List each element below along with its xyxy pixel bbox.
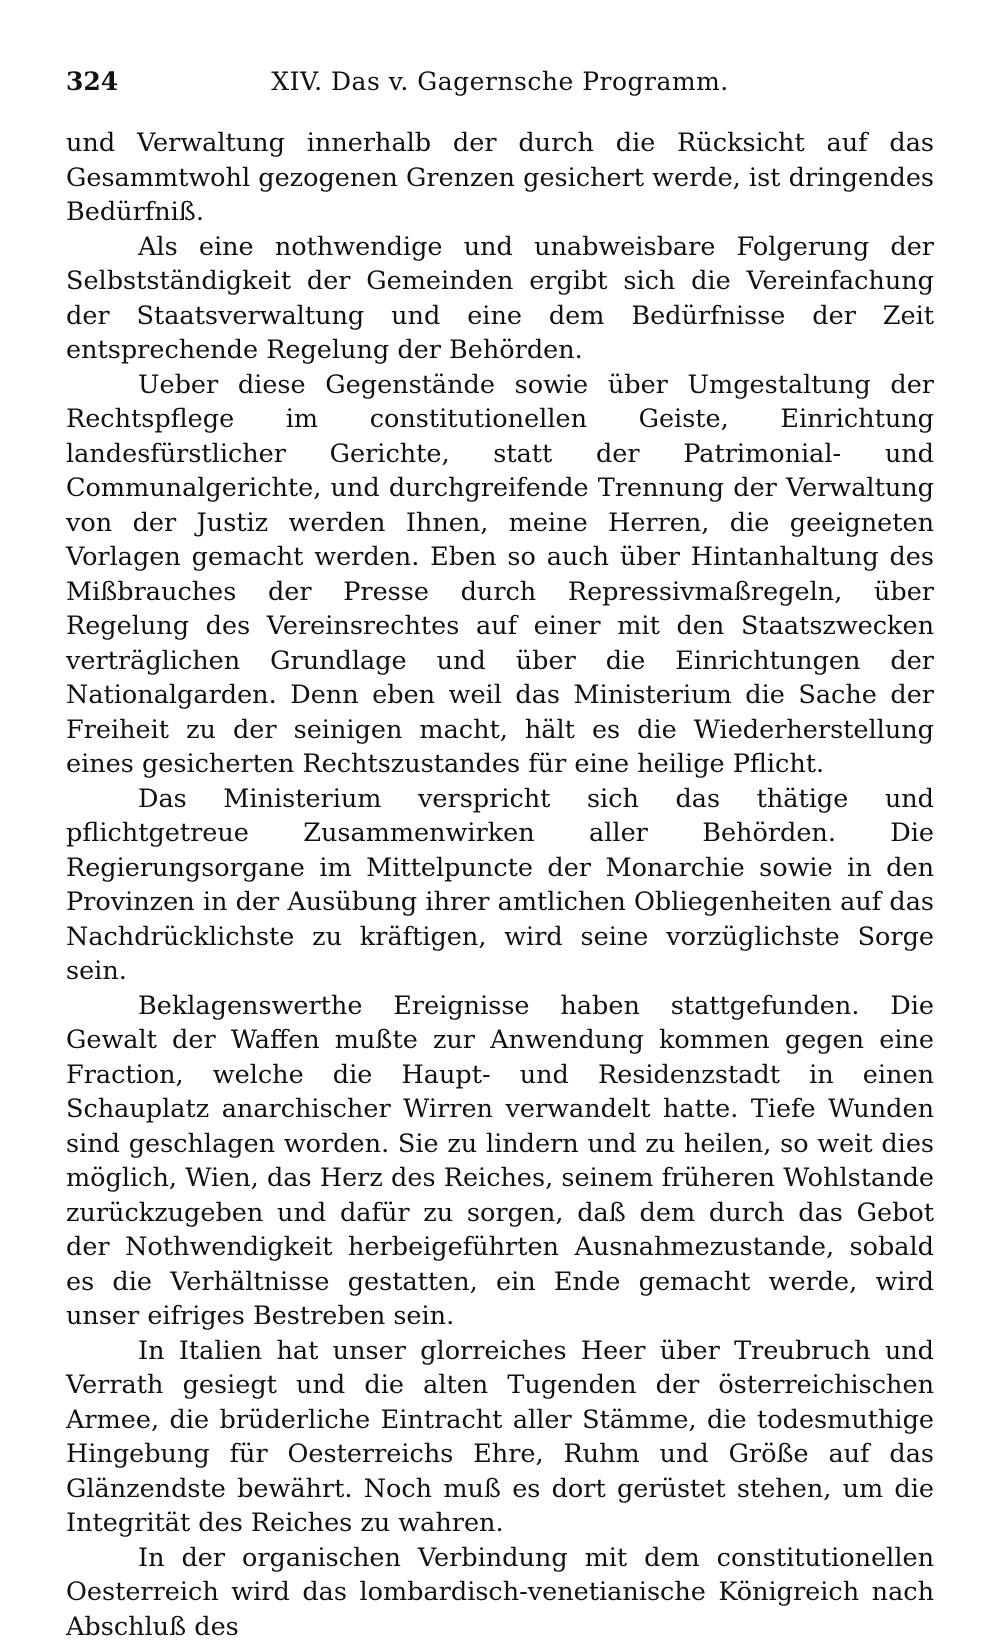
paragraph: Beklagenswerthe Ereignisse haben stattgefunden. Die Gewalt der Waffen mußte zur Anwendung kommen gegen eine Fraction, welche die Haupt- und Residenzstadt in einen Schauplatz anarchischer Wirren verwandelt hatte. Tiefe Wunden sind geschlagen worden. Sie zu lindern und zu heilen, so weit dies möglich, Wien, das Herz des Reiches, seinem früheren Wohlstande zurückzugeben und dafür zu sorgen, daß dem durch das Gebot der Nothwendigkeit herbeigeführten Ausnahmezustande, sobald es die Verhältnisse gestatten, ein Ende gemacht werde, wird unser eifriges Bestreben sein. — [66, 989, 934, 1334]
paragraph: In Italien hat unser glorreiches Heer über Treubruch und Verrath gesiegt und die alten Tugenden der österreichischen Armee, die brüderliche Eintracht aller Stämme, die todesmuthige Hingebung für Oesterreichs Ehre, Ruhm und Größe auf das Glänzendste bewährt. Noch muß es dort gerüstet stehen, um die Integrität des Reiches zu wahren. — [66, 1334, 934, 1541]
body-text — [66, 126, 934, 1644]
paragraph: Das Ministerium verspricht sich das thätige und pflichtgetreue Zusammenwirken aller Behörden. Die Regierungsorgane im Mittelpuncte der Monarchie sowie in den Provinzen in der Ausübung ihrer amtlichen Obliegenheiten auf das Nachdrücklichste zu kräftigen, wird seine vorzüglichste Sorge sein. — [66, 782, 934, 989]
running-head: XIV. Das v. Gagernsche Programm. — [66, 62, 934, 102]
paragraph: In der organischen Verbindung mit dem constitutionellen Oesterreich wird das lombardisch-venetianische Königreich nach Abschluß des — [66, 1541, 934, 1644]
page-header — [66, 62, 934, 102]
paragraph: und Verwaltung innerhalb der durch die Rücksicht auf das Gesammtwohl gezogenen Grenzen gesichert werde, ist dringendes Bedürfniß. — [66, 126, 934, 230]
page-number: 324 — [66, 62, 118, 102]
paragraph: Als eine nothwendige und unabweisbare Folgerung der Selbstständigkeit der Gemeinden ergibt sich die Vereinfachung der Staatsverwaltung und eine dem Bedürfnisse der Zeit entsprechende Regelung der Behörden. — [66, 230, 934, 368]
paragraph: Ueber diese Gegenstände sowie über Umgestaltung der Rechtspflege im constitutionellen Geiste, Einrichtung landesfürstlicher Gerichte, statt der Patrimonial- und Communalgerichte, und durchgreifende Trennung der Verwaltung von der Justiz werden Ihnen, meine Herren, die geeigneten Vorlagen gemacht werden. Eben so auch über Hintanhaltung des Mißbrauches der Presse durch Repressivmaßregeln, über Regelung des Vereinsrechtes auf einer mit den Staatszwecken verträglichen Grundlage und über die Einrichtungen der Nationalgarden. Denn eben weil das Ministerium die Sache der Freiheit zu der seinigen macht, hält es die Wiederherstellung eines gesicherten Rechtszustandes für eine heilige Pflicht. — [66, 368, 934, 782]
